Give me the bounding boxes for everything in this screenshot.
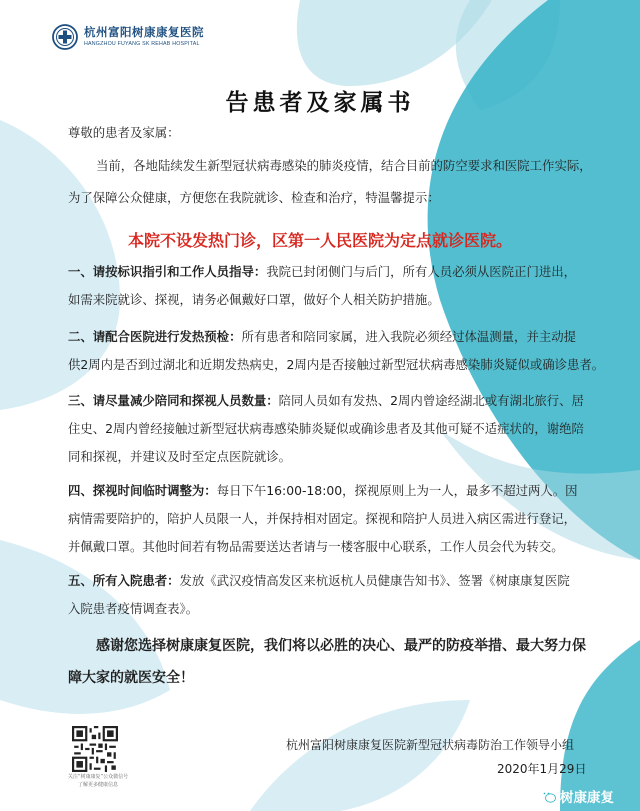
item-4-heading: 四、探视时间临时调整为： — [68, 483, 217, 498]
hospital-emblem-icon — [52, 24, 78, 50]
intro-line-1: 当前，各地陆续发生新型冠状病毒感染的肺炎疫情，结合目前的防空要求和医院工作实际， — [96, 158, 592, 173]
item-3-line-1 — [68, 386, 584, 416]
item-4-line-3: 并佩戴口罩。其他时间若有物品需要送达者请与一楼客服中心联系，工作人员会代为转交。 — [68, 539, 564, 554]
signature-date: 2020年1月29日 — [497, 762, 587, 776]
item-1-heading: 一、请按标识指引和工作人员指导： — [68, 264, 267, 279]
wechat-icon — [540, 788, 556, 804]
hospital-logo — [52, 24, 204, 50]
item-2-text-1: 所有患者和陪同家属，进入我院必须经过体温测量，并主动提 — [241, 329, 577, 344]
item-1-line-2: 如需来院就诊、探视，请务必佩戴好口罩，做好个人相关防护措施。 — [68, 292, 440, 307]
item-3-line-2: 住史、2周内曾经接触过新型冠状病毒感染肺炎疑似或确诊患者及其他可疑不适症状的，谢绝陪 — [68, 421, 584, 436]
item-5-line-1 — [68, 566, 570, 596]
item-5-text-1: 发放《武汉疫情高发区来杭返杭人员健康告知书》、签署《树康康复医院 — [179, 573, 570, 588]
qr-caption-line-2: 了解更多健康信息 — [77, 782, 118, 788]
item-4-line-2: 病情需要陪护的，陪护人员限一人，并保持相对固定。探视和陪护人员进入病区需进行登记， — [68, 511, 577, 526]
item-4-line-1 — [68, 476, 578, 506]
thanks-line-2: 障大家的就医安全！ — [68, 670, 194, 686]
watermark-text: 树康康复 — [560, 790, 614, 806]
thanks-line-1: 感谢您选择树康康复医院，我们将以必胜的决心、最严的防疫举措、最大努力保 — [96, 638, 586, 654]
qr-caption-line-1: 关注“树康康复”公众微信号 — [67, 774, 129, 780]
hospital-name-en: HANGZHOU FUYANG SK REHAB HOSPITAL — [84, 40, 200, 47]
item-5-line-2: 入院患者疫情调查表》。 — [68, 601, 199, 616]
intro-line-2: 为了保障公众健康，方便您在我院就诊、检查和治疗，特温馨提示： — [68, 190, 440, 205]
item-5-heading: 五、所有入院患者： — [68, 573, 180, 588]
wechat-qr-code[interactable] — [72, 726, 118, 772]
hospital-name-cn: 杭州富阳树康康复医院 — [84, 25, 204, 40]
key-notice-headline: 本院不设发热门诊，区第一人民医院为定点就诊医院。 — [127, 231, 512, 250]
notice-title: 告患者及家属书 — [225, 90, 415, 116]
item-3-line-3: 同和探视，并建议及时至定点医院就诊。 — [68, 449, 292, 464]
item-4-text-1: 每日下午16:00-18:00，探视原则上为一人，最多不超过两人。因 — [216, 483, 578, 498]
item-2-line-1 — [68, 322, 576, 352]
signature-organization: 杭州富阳树康康复医院新型冠状病毒防治工作领导小组 — [286, 738, 575, 752]
salutation: 尊敬的患者及家属： — [68, 125, 180, 140]
item-2-heading: 二、请配合医院进行发热预检： — [68, 329, 242, 344]
item-3-heading: 三、请尽量减少陪同和探视人员数量： — [68, 393, 279, 408]
item-1-text-1: 我院已封闭侧门与后门，所有人员必须从医院正门进出， — [266, 264, 577, 279]
item-3-text-1: 陪同人员如有发热、2周内曾途经湖北或有湖北旅行、居 — [278, 393, 584, 408]
item-1-line-1 — [68, 257, 576, 287]
wechat-watermark — [540, 786, 614, 806]
item-2-line-2: 供2周内是否到过湖北和近期发热病史，2周内是否接触过新型冠状病毒感染肺炎疑似或确诊患者。 — [68, 357, 605, 372]
